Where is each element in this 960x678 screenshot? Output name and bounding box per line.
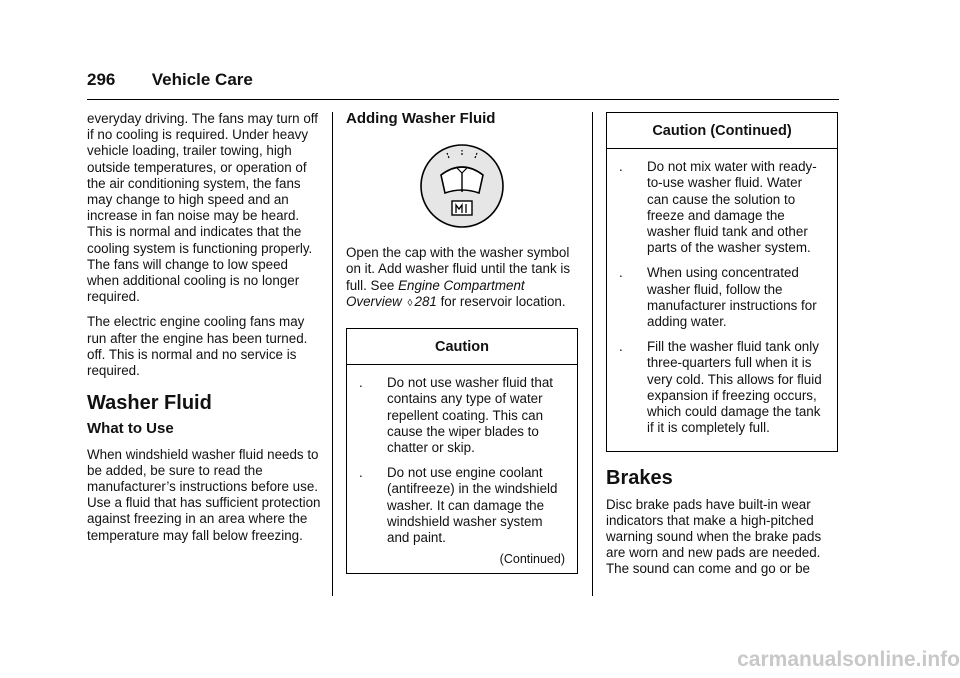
caution-item-text: Do not use engine coolant (antifreeze) in the windshield washer. It can damage the windshield washer system and paint. (387, 465, 558, 546)
bullet-marker: . (619, 265, 623, 281)
washer-fluid-symbol-icon (419, 143, 505, 229)
caution-box (346, 328, 578, 574)
page-number: 296 (87, 70, 116, 89)
watermark: carmanualsonline.info (737, 648, 960, 671)
section-title: Vehicle Care (151, 70, 253, 89)
caution-title: Caution (347, 329, 577, 365)
page-header (87, 70, 253, 90)
page-reference-icon: ◊ (407, 297, 413, 309)
washer-fluid-heading: Washer Fluid (87, 392, 212, 415)
continued-label: (Continued) (499, 552, 565, 567)
brakes-paragraph: Disc brake pads have built-in wear indicators that make a high-pitched warning sound when the brake pads are worn and new pads are needed. The sound can come and go or be (606, 496, 822, 577)
what-to-use-paragraph: When windshield washer fluid needs to be added, be sure to read the manufacturer’s instructions before use. Use a fluid that has sufficient protection against freezing in an area where the temperature may fall below freezing. (87, 446, 321, 543)
caution-continued-body (607, 149, 837, 451)
caution-item-text: Fill the washer fluid tank only three-quarters full when it is very cold. This allows for fluid expansion if freezing occurs, which could damage the tank if it is completely full. (647, 339, 822, 436)
engine-compartment-link[interactable]: Engine Compartment Overview (346, 277, 525, 309)
bullet-marker: . (359, 465, 363, 481)
adding-fluid-paragraph (346, 245, 578, 312)
what-to-use-heading: What to Use (87, 420, 174, 438)
bullet-marker: . (619, 159, 623, 175)
fans-run-paragraph: The electric engine cooling fans may run after the engine has been turned. off. This is normal and no service is required. (87, 314, 308, 379)
caution-item-text: Do not use washer fluid that contains any type of water repellent coating. This can cause the wiper blades to chatter or skip. (387, 375, 553, 456)
caution-item (357, 465, 565, 546)
adding-fluid-text-end: for reservoir location. (436, 293, 566, 309)
adding-washer-fluid-heading: Adding Washer Fluid (346, 110, 496, 127)
caution-continued-title: Caution (Continued) (607, 113, 837, 149)
caution-continued-box (606, 112, 838, 452)
caution-item (617, 159, 825, 256)
cooling-fans-paragraph: everyday driving. The fans may turn off if no cooling is required. Under heavy vehicle loading, trailer towing, high outside temperatures, or operation of the air conditioning system, the fans may change to high speed and an increase in fan noise may be heard. This is normal and indicates that the cooling system is functioning properly. The fans will change to low speed when additional cooling is no longer required. (87, 111, 318, 305)
column-divider-left (332, 112, 333, 596)
caution-item (357, 375, 565, 456)
reference-page-number[interactable]: 281 (414, 293, 437, 309)
bullet-marker: . (359, 375, 363, 391)
brakes-heading: Brakes (606, 467, 673, 490)
caution-item-text: Do not mix water with ready-to-use washer fluid. Water can cause the solution to freeze and damage the washer fluid tank and other parts of the washer system. (647, 159, 817, 256)
adding-fluid-text: Open the cap with the washer symbol on it. Add washer fluid until the tank is full. See (346, 245, 571, 293)
column-divider-right (592, 112, 593, 596)
caution-item (617, 339, 825, 436)
column-1 (87, 111, 323, 553)
caution-item-text: When using concentrated washer fluid, follow the manufacturer instructions for adding water. (647, 265, 817, 330)
column-3 (606, 112, 838, 587)
column-2 (346, 111, 578, 574)
header-rule (87, 99, 839, 100)
caution-body (347, 365, 577, 573)
caution-item (617, 265, 825, 330)
bullet-marker: . (619, 339, 623, 355)
